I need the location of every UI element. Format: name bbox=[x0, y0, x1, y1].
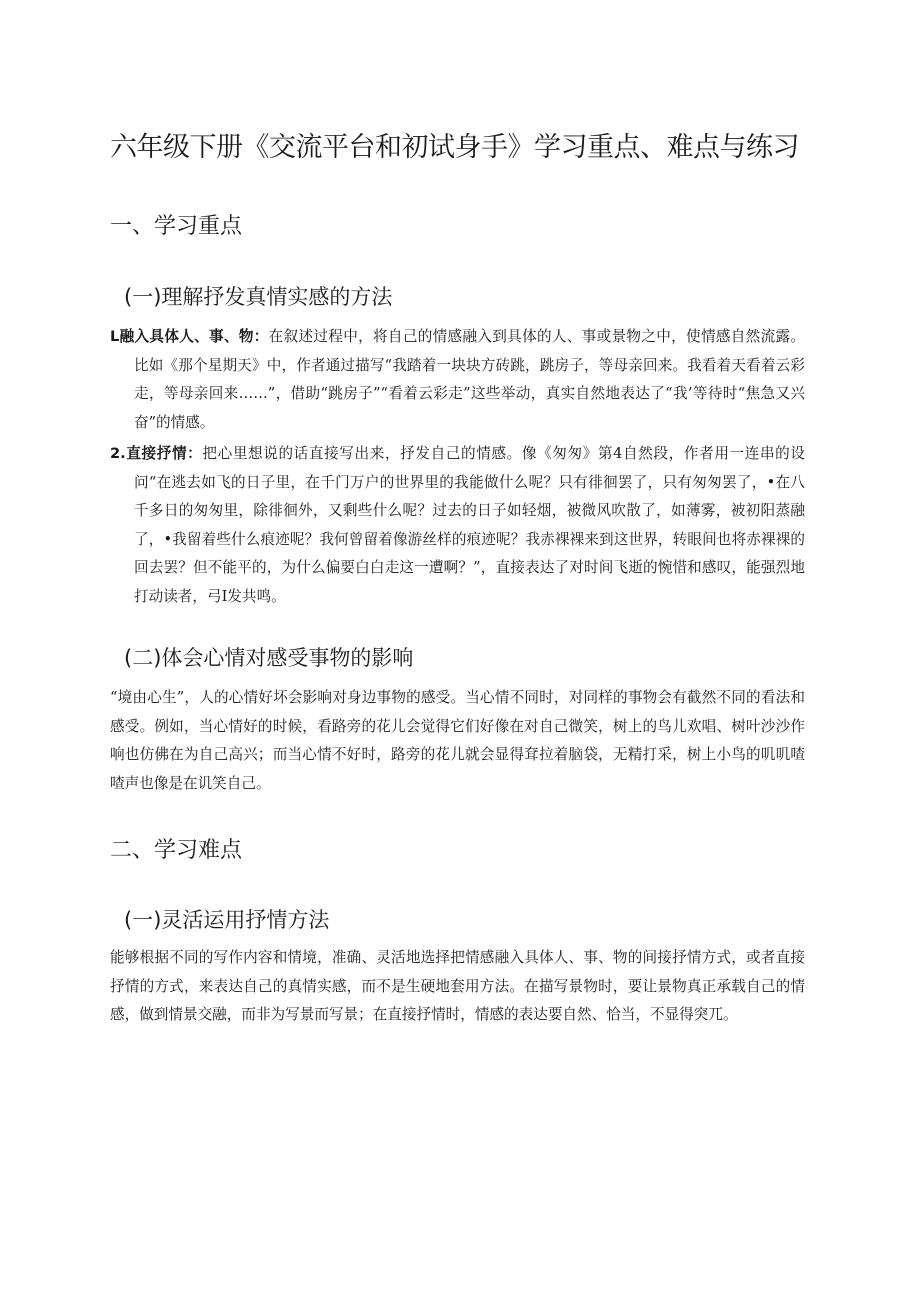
list-item-text: 在叙述过程中，将自己的情感融入到具体的人、事或景物之中，使情感自然流露。比如《那个星期天》中，作者通过描写“我踏着一块块方砖跳，跳房子，等母亲回来。我看着天看着云彩走，等母亲回来……”，借助“跳房子”“看着云彩走”这些举动，真实自然地表达了“我’等待时“焦急又兴奋”的情感。 bbox=[134, 328, 805, 431]
subsection-heading-express-emotion: (一)理解抒发真情实感的方法 bbox=[124, 285, 393, 309]
paragraph-flexible-use: 能够根据不同的写作内容和情境，准确、灵活地选择把情感融入具体人、事、物的间接抒情方式，或者直接抒情的方式，来表达自己的真情实感，而不是生硬地套用方法。在描写景物时，要让景物真正承载自己的情感，做到情景交融，而非为写景而写景；在直接抒情时，情感的表达要自然、恰当，不显得突兀。 bbox=[110, 949, 805, 1023]
list-item-lead: L融入具体人、事、物： bbox=[110, 328, 269, 345]
list-item-direct-emotion bbox=[110, 440, 805, 611]
list-item-lead: 2.直接抒情： bbox=[110, 445, 203, 462]
subsection-heading-mood-influence: (二)体会心情对感受事物的影响 bbox=[124, 646, 414, 670]
section-heading-key-points: 一、学习重点 bbox=[110, 214, 243, 239]
section-heading-difficulties: 二、学习难点 bbox=[110, 838, 243, 863]
list-item-indirect-emotion bbox=[110, 323, 805, 437]
paragraph-mood-influence: “境由心生”，人的心情好坏会影响对身边事物的感受。当心情不同时，对同样的事物会有截然不同的看法和感受。例如，当心情好的时候，看路旁的花儿会觉得它们好像在对自己微笑，树上的鸟儿欢唱、树叶沙沙作响也仿佛在为自己高兴；而当心情不好时，路旁的花儿就会显得耷拉着脑袋，无精打采，树上小鸟的叽叽喳喳声也像是在讥笑自己。 bbox=[110, 689, 805, 792]
list-item-text: 把心里想说的话直接写出来，抒发自己的情感。像《匆匆》第4自然段，作者用一连串的设问“在逃去如飞的日子里，在千门万户的世界里的我能做什么呢？只有徘徊罢了，只有匆匆罢了，•在八千多日的匆匆里，除徘徊外，又剩些什么呢？过去的日子如轻烟，被微风吹散了，如薄雾，被初阳蒸融了，•我留着些什么痕迹呢？我何曾留着像游丝样的痕迹呢？我赤裸裸来到这世界，转眼间也将赤裸裸的回去罢？但不能平的，为什么偏要白白走这一遭啊？”，直接表达了对时间飞逝的惋惜和感叹，能强烈地打动读者，弓I发共鸣。 bbox=[134, 445, 805, 605]
document-title: 六年级下册《交流平台和初试身手》学习重点、难点与练习 bbox=[110, 132, 799, 163]
subsection-heading-flexible-use: (一)灵活运用抒情方法 bbox=[124, 908, 330, 932]
